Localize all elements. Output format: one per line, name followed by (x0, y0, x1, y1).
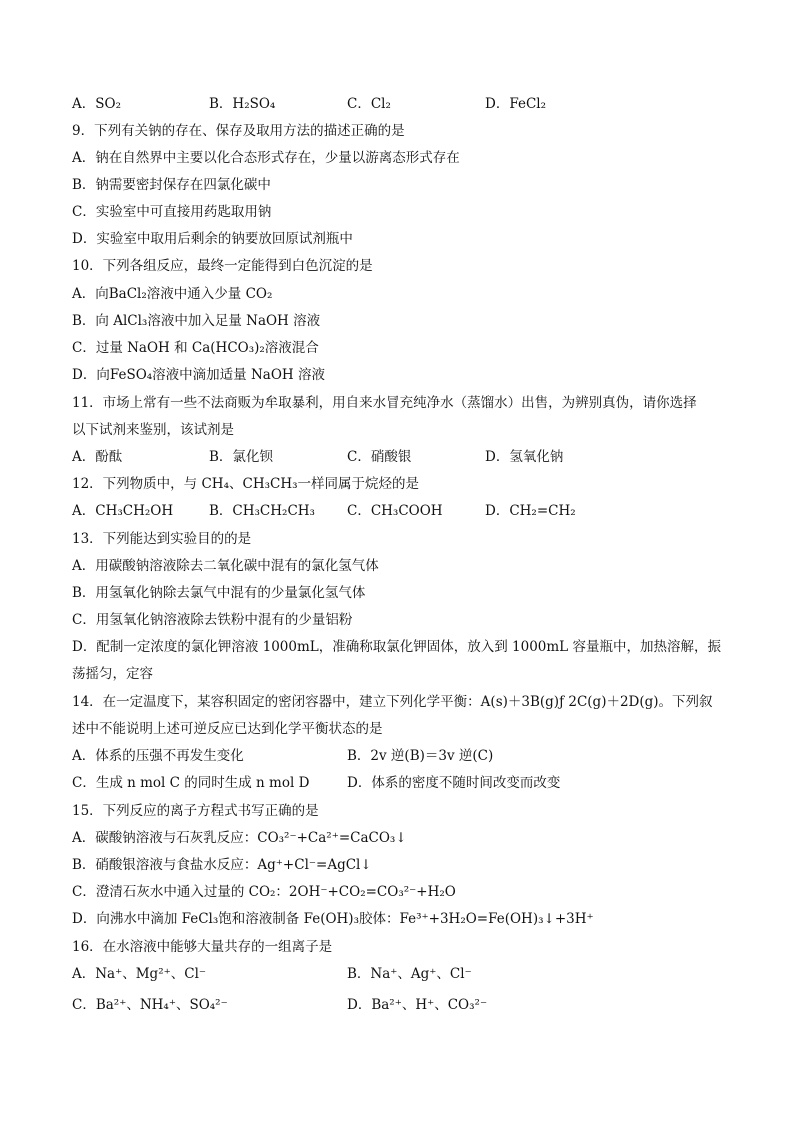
q15-option-a: A．碳酸钠溶液与石灰乳反应：CO₃²⁻+Ca²⁺=CaCO₃↓ (72, 830, 407, 846)
q15-option-d: D．向沸水中滴加 FeCl₃饱和溶液制备 Fe(OH)₃胶体：Fe³⁺+3H₂O=Fe(OH)₃↓+3H⁺ (72, 911, 594, 927)
q12-option-c: C．CH₃COOH (347, 503, 443, 519)
q13-stem: 13．下列能达到实验目的的是 (72, 531, 252, 547)
q9-option-d: D．实验室中取用后剩余的钠要放回原试剂瓶中 (72, 231, 353, 247)
q8-option-c: C．Cl₂ (347, 96, 391, 112)
q12-option-d: D．CH₂=CH₂ (485, 503, 576, 519)
q14-option-b: B．2v 逆(B)＝3v 逆(C) (347, 748, 494, 764)
q13-option-a: A．用碳酸钠溶液除去二氧化碳中混有的氯化氢气体 (72, 558, 379, 574)
q10-option-c: C．过量 NaOH 和 Ca(HCO₃)₂溶液混合 (72, 340, 319, 356)
q11-option-c: C．硝酸银 (347, 449, 412, 465)
q13-option-d-line2: 荡摇匀，定容 (72, 666, 153, 682)
q12-stem: 12．下列物质中，与 CH₄、CH₃CH₃一样同属于烷烃的是 (72, 476, 420, 492)
q15-option-b: B．硝酸银溶液与食盐水反应：Ag⁺+Cl⁻=AgCl↓ (72, 857, 372, 873)
q13-option-b: B．用氢氧化钠除去氯气中混有的少量氯化氢气体 (72, 585, 366, 601)
q11-option-d: D．氢氧化钠 (485, 449, 564, 465)
q16-option-a: A．Na⁺、Mg²⁺、Cl⁻ (72, 966, 207, 982)
q10-option-a: A．向BaCl₂溶液中通入少量 CO₂ (72, 286, 273, 302)
q14-stem-line2: 述中不能说明上述可逆反应已达到化学平衡状态的是 (72, 721, 383, 737)
q12-option-a: A．CH₃CH₂OH (72, 503, 174, 519)
q11-stem-line2: 以下试剂来鉴别，该试剂是 (72, 422, 234, 438)
q15-option-c: C．澄清石灰水中通入过量的 CO₂：2OH⁻+CO₂=CO₃²⁻+H₂O (72, 884, 456, 900)
q13-option-c: C．用氢氧化钠溶液除去铁粉中混有的少量铝粉 (72, 612, 353, 628)
q10-option-d: D．向FeSO₄溶液中滴加适量 NaOH 溶液 (72, 367, 325, 383)
q9-stem: 9．下列有关钠的存在、保存及取用方法的描述正确的是 (72, 123, 405, 139)
q9-option-a: A．钠在自然界中主要以化合态形式存在，少量以游离态形式存在 (72, 150, 460, 166)
q14-option-d: D．体系的密度不随时间改变而改变 (347, 775, 561, 791)
q13-option-d-line1: D．配制一定浓度的氯化钾溶液 1000mL，准确称取氯化钾固体，放入到 1000mL 容量瓶中，加热溶解，振 (72, 639, 721, 655)
q8-option-a: A．SO₂ (72, 96, 121, 112)
q12-option-b: B．CH₃CH₂CH₃ (209, 503, 315, 519)
q8-option-d: D．FeCl₂ (485, 96, 547, 112)
q11-option-b: B．氯化钡 (209, 449, 273, 465)
q16-stem: 16．在水溶液中能够大量共存的一组离子是 (72, 939, 333, 955)
q16-option-d: D．Ba²⁺、H⁺、CO₃²⁻ (347, 997, 488, 1013)
q10-stem: 10．下列各组反应，最终一定能得到白色沉淀的是 (72, 258, 373, 274)
q11-option-a: A．酚酞 (72, 449, 123, 465)
q16-option-b: B．Na⁺、Ag⁺、Cl⁻ (347, 966, 472, 982)
q15-stem: 15．下列反应的离子方程式书写正确的是 (72, 803, 319, 819)
q9-option-b: B．钠需要密封保存在四氯化碳中 (72, 177, 271, 193)
q10-option-b: B．向 AlCl₃溶液中加入足量 NaOH 溶液 (72, 313, 321, 329)
q14-option-a: A．体系的压强不再发生变化 (72, 748, 244, 764)
q14-option-c: C．生成 n mol C 的同时生成 n mol D (72, 775, 310, 791)
q8-option-b: B．H₂SO₄ (209, 96, 276, 112)
q16-option-c: C．Ba²⁺、NH₄⁺、SO₄²⁻ (72, 997, 228, 1013)
q11-stem-line1: 11．市场上常有一些不法商贩为牟取暴利，用自来水冒充纯净水（蒸馏水）出售，为辨别真伪，请你选择 (72, 395, 697, 411)
q14-stem-line1: 14．在一定温度下，某容积固定的密闭容器中，建立下列化学平衡：A(s)＋3B(g)ƒ 2C(g)＋2D(g)。下列叙 (72, 694, 713, 710)
q9-option-c: C．实验室中可直接用药匙取用钠 (72, 204, 272, 220)
